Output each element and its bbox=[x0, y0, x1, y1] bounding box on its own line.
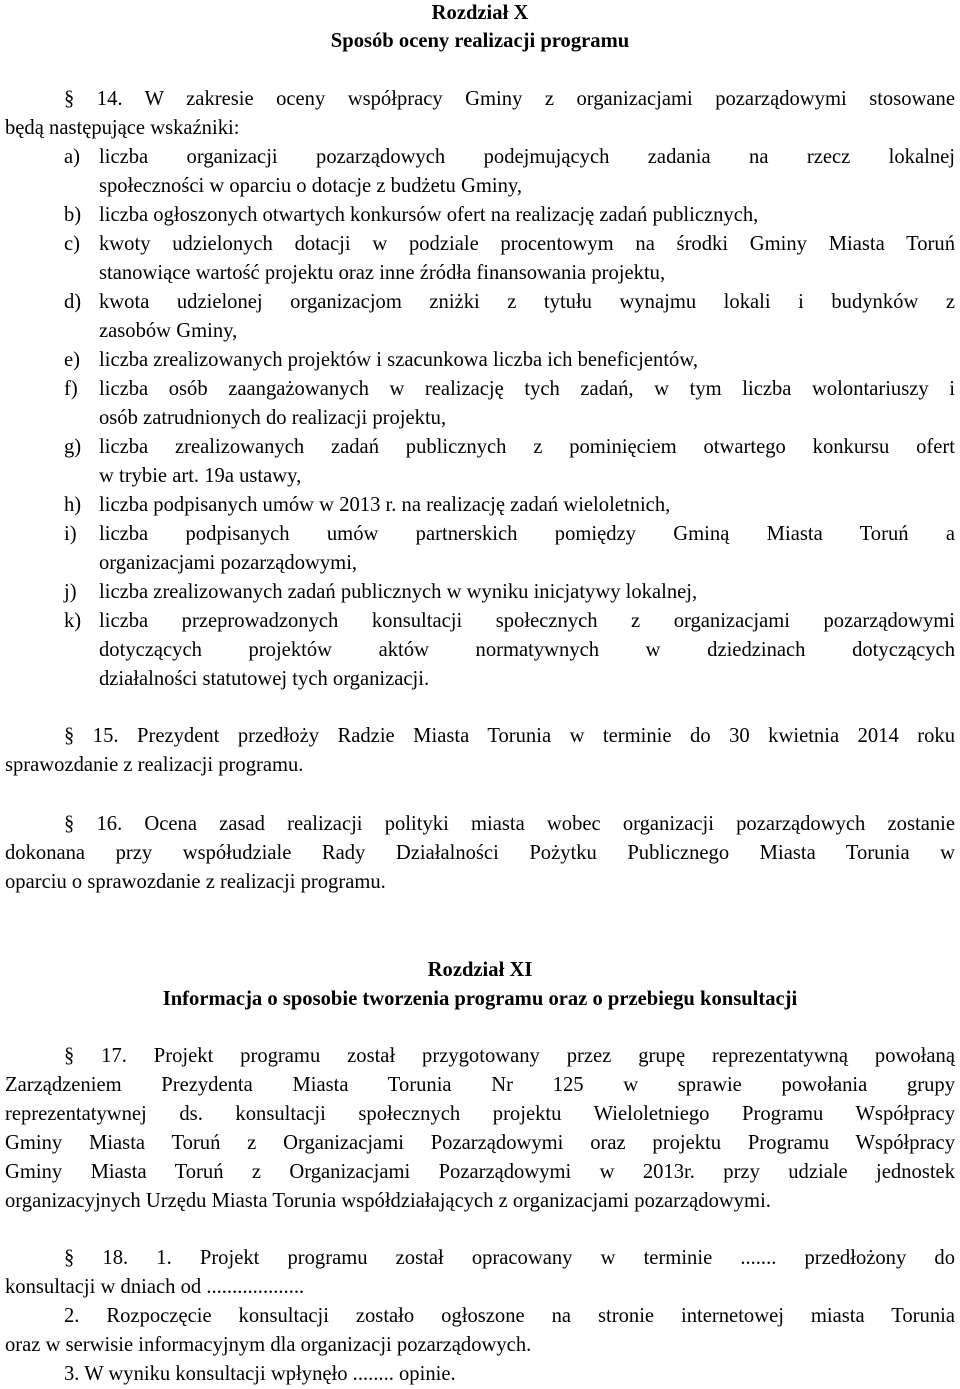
list-item-c-line: kwoty udzielonych dotacji w podziale procentowym na środki Gminy Miasta Toruń bbox=[99, 233, 955, 255]
list-item-a-line: liczba organizacji pozarządowych podejmujących zadania na rzecz lokalnej bbox=[99, 146, 955, 168]
paragraph-18-line: konsultacji w dniach od ................... bbox=[5, 1276, 305, 1298]
list-item-label: j) bbox=[64, 581, 77, 603]
paragraph-17-line: Gminy Miasta Toruń z Organizacjami Pozarządowymi w 2013r. przy udziale jednostek bbox=[5, 1161, 955, 1183]
list-item-i-line: organizacjami pozarządowymi, bbox=[99, 552, 358, 574]
list-item-c-line: stanowiące wartość projektu oraz inne źródła finansowania projektu, bbox=[99, 262, 666, 284]
list-item-h-line: liczba podpisanych umów w 2013 r. na realizację zadań wieloletnich, bbox=[99, 494, 671, 516]
list-item-label: f) bbox=[64, 378, 78, 400]
paragraph-16-line: oparciu o sprawozdanie z realizacji programu. bbox=[5, 871, 386, 893]
chapter-11-title: Rozdział XI bbox=[427, 959, 533, 981]
chapter-11-subtitle: Informacja o sposobie tworzenia programu oraz o przebiegu konsultacji bbox=[162, 988, 798, 1010]
paragraph-18-line: § 18. 1. Projekt programu został opracowany w terminie ....... przedłożony do bbox=[64, 1247, 955, 1269]
paragraph-18-line: 2. Rozpoczęcie konsultacji zostało ogłoszone na stronie internetowej miasta Torunia bbox=[64, 1305, 955, 1327]
list-item-label: b) bbox=[64, 204, 82, 226]
list-item-k-line: działalności statutowej tych organizacji. bbox=[99, 668, 430, 690]
list-item-f-line: osób zatrudnionych do realizacji projektu, bbox=[99, 407, 447, 429]
list-item-e-line: liczba zrealizowanych projektów i szacunkowa liczba ich beneficjentów, bbox=[99, 349, 699, 371]
list-item-b-line: liczba ogłoszonych otwartych konkursów ofert na realizację zadań publicznych, bbox=[99, 204, 759, 226]
list-item-d-line: zasobów Gminy, bbox=[99, 320, 238, 342]
paragraph-15-line: sprawozdanie z realizacji programu. bbox=[5, 754, 304, 776]
paragraph-16-line: dokonana przy współudziale Rady Działalności Pożytku Publicznego Miasta Torunia w bbox=[5, 842, 955, 864]
chapter-10-subtitle: Sposób oceny realizacji programu bbox=[330, 30, 630, 52]
list-item-label: g) bbox=[64, 436, 82, 458]
list-item-g-line: liczba zrealizowanych zadań publicznych z pominięciem otwartego konkursu ofert bbox=[99, 436, 955, 458]
list-item-label: h) bbox=[64, 494, 82, 516]
list-item-label: a) bbox=[64, 146, 80, 168]
list-item-label: e) bbox=[64, 349, 80, 371]
paragraph-14-line: będą następujące wskaźniki: bbox=[5, 117, 240, 139]
paragraph-14-line: § 14. W zakresie oceny współpracy Gminy z organizacjami pozarządowymi stosowane bbox=[64, 88, 955, 110]
paragraph-17-line: organizacyjnych Urzędu Miasta Torunia współdziałających z organizacjami pozarządowymi. bbox=[5, 1190, 771, 1212]
paragraph-15-line: § 15. Prezydent przedłoży Radzie Miasta Torunia w terminie do 30 kwietnia 2014 roku bbox=[64, 725, 955, 747]
paragraph-18-line: 3. W wyniku konsultacji wpłynęło ........ opinie. bbox=[64, 1363, 456, 1385]
list-item-label: c) bbox=[64, 233, 80, 255]
paragraph-17-line: reprezentatywnej ds. konsultacji społecznych projektu Wieloletniego Programu Współpracy bbox=[5, 1103, 955, 1125]
paragraph-16-line: § 16. Ocena zasad realizacji polityki miasta wobec organizacji pozarządowych zostanie bbox=[64, 813, 955, 835]
list-item-label: d) bbox=[64, 291, 82, 313]
list-item-k-line: liczba przeprowadzonych konsultacji społecznych z organizacjami pozarządowymi bbox=[99, 610, 955, 632]
list-item-f-line: liczba osób zaangażowanych w realizację tych zadań, w tym liczba wolontariuszy i bbox=[99, 378, 955, 400]
list-item-label: k) bbox=[64, 610, 82, 632]
paragraph-18-line: oraz w serwisie informacyjnym dla organizacji pozarządowych. bbox=[5, 1334, 532, 1356]
list-item-j-line: liczba zrealizowanych zadań publicznych w wyniku inicjatywy lokalnej, bbox=[99, 581, 698, 603]
chapter-10-title: Rozdział X bbox=[431, 2, 529, 24]
list-item-d-line: kwota udzielonej organizacjom zniżki z tytułu wynajmu lokali i budynków z bbox=[99, 291, 955, 313]
list-item-a-line: społeczności w oparciu o dotacje z budżetu Gminy, bbox=[99, 175, 522, 197]
list-item-g-line: w trybie art. 19a ustawy, bbox=[99, 465, 302, 487]
paragraph-17-line: Gminy Miasta Toruń z Organizacjami Pozarządowymi oraz projektu Programu Współpracy bbox=[5, 1132, 955, 1154]
paragraph-17-line: § 17. Projekt programu został przygotowany przez grupę reprezentatywną powołaną bbox=[64, 1045, 955, 1067]
paragraph-17-line: Zarządzeniem Prezydenta Miasta Torunia Nr 125 w sprawie powołania grupy bbox=[5, 1074, 955, 1096]
list-item-label: i) bbox=[64, 523, 77, 545]
list-item-i-line: liczba podpisanych umów partnerskich pomiędzy Gminą Miasta Toruń a bbox=[99, 523, 955, 545]
list-item-k-line: dotyczących projektów aktów normatywnych w dziedzinach dotyczących bbox=[99, 639, 955, 661]
